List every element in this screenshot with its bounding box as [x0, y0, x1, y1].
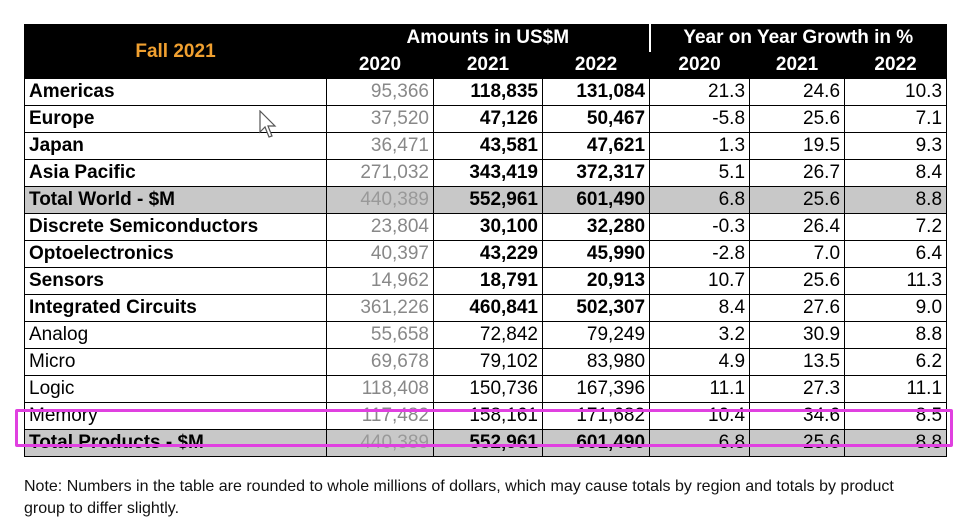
growth-cell: 6.8	[650, 430, 750, 457]
growth-cell: 6.2	[845, 349, 947, 376]
table-row	[25, 376, 947, 403]
amount-cell: 601,490	[543, 187, 650, 214]
table-row	[25, 349, 947, 376]
growth-cell: 11.1	[845, 376, 947, 403]
amounts-group-header: Amounts in US$M	[327, 25, 650, 52]
growth-cell: 8.4	[845, 160, 947, 187]
amount-cell: 552,961	[434, 430, 543, 457]
growth-cell: 10.3	[845, 79, 947, 106]
table-body	[25, 79, 947, 457]
growth-cell: 25.6	[750, 106, 845, 133]
amount-cell: 50,467	[543, 106, 650, 133]
amount-cell: 55,658	[327, 322, 434, 349]
growth-cell: 7.0	[750, 241, 845, 268]
amount-cell: 79,249	[543, 322, 650, 349]
row-label: Analog	[25, 322, 327, 349]
amount-cell: 117,482	[327, 403, 434, 430]
amount-cell: 32,280	[543, 214, 650, 241]
amount-cell: 131,084	[543, 79, 650, 106]
amount-cell: 45,990	[543, 241, 650, 268]
table-row	[25, 241, 947, 268]
amount-cell: 601,490	[543, 430, 650, 457]
amount-cell: 36,471	[327, 133, 434, 160]
growth-cell: 26.7	[750, 160, 845, 187]
row-label: Micro	[25, 349, 327, 376]
amount-cell: 150,736	[434, 376, 543, 403]
growth-cell: 11.3	[845, 268, 947, 295]
growth-cell: 25.6	[750, 430, 845, 457]
amount-cell: 14,962	[327, 268, 434, 295]
amount-cell: 158,161	[434, 403, 543, 430]
amount-cell: 440,389	[327, 187, 434, 214]
amount-cell: 30,100	[434, 214, 543, 241]
row-label: Discrete Semiconductors	[25, 214, 327, 241]
row-label: Optoelectronics	[25, 241, 327, 268]
table-row	[25, 106, 947, 133]
amount-cell: 271,032	[327, 160, 434, 187]
amount-cell: 20,913	[543, 268, 650, 295]
growth-cell: 21.3	[650, 79, 750, 106]
growth-cell: 8.4	[650, 295, 750, 322]
growth-cell: 6.8	[650, 187, 750, 214]
amount-year-header: 2020	[327, 52, 434, 79]
growth-cell: 19.5	[750, 133, 845, 160]
table-row	[25, 322, 947, 349]
amount-cell: 502,307	[543, 295, 650, 322]
table-row	[25, 403, 947, 430]
growth-cell: 10.7	[650, 268, 750, 295]
amount-cell: 343,419	[434, 160, 543, 187]
amount-cell: 72,842	[434, 322, 543, 349]
amount-year-header: 2022	[543, 52, 650, 79]
amount-cell: 440,389	[327, 430, 434, 457]
growth-cell: 13.5	[750, 349, 845, 376]
row-label: Asia Pacific	[25, 160, 327, 187]
row-label: Logic	[25, 376, 327, 403]
growth-cell: 6.4	[845, 241, 947, 268]
amount-cell: 47,621	[543, 133, 650, 160]
growth-cell: -2.8	[650, 241, 750, 268]
growth-cell: 8.8	[845, 430, 947, 457]
amount-cell: 43,229	[434, 241, 543, 268]
growth-cell: 8.5	[845, 403, 947, 430]
amount-cell: 79,102	[434, 349, 543, 376]
amount-cell: 18,791	[434, 268, 543, 295]
amount-cell: 361,226	[327, 295, 434, 322]
table-row	[25, 187, 947, 214]
amount-cell: 83,980	[543, 349, 650, 376]
row-label: Europe	[25, 106, 327, 133]
amount-cell: 95,366	[327, 79, 434, 106]
mouse-cursor-icon	[258, 110, 278, 140]
growth-year-header: 2022	[845, 52, 947, 79]
amount-cell: 552,961	[434, 187, 543, 214]
growth-cell: 4.9	[650, 349, 750, 376]
growth-cell: 30.9	[750, 322, 845, 349]
table-row	[25, 295, 947, 322]
row-label: Americas	[25, 79, 327, 106]
growth-cell: 27.3	[750, 376, 845, 403]
growth-year-header: 2021	[750, 52, 845, 79]
table-note: Note: Numbers in the table are rounded to whole millions of dollars, which may cause totals by region and totals by product group to differ slightly.	[24, 478, 894, 517]
amount-year-header: 2021	[434, 52, 543, 79]
row-label: Total Products - $M	[25, 430, 327, 457]
amount-cell: 171,682	[543, 403, 650, 430]
table-title: Fall 2021	[25, 25, 327, 79]
amount-cell: 23,804	[327, 214, 434, 241]
growth-group-header: Year on Year Growth in %	[650, 25, 947, 52]
growth-year-header: 2020	[650, 52, 750, 79]
row-label: Memory	[25, 403, 327, 430]
amount-cell: 118,835	[434, 79, 543, 106]
growth-cell: 10.4	[650, 403, 750, 430]
growth-cell: 25.6	[750, 268, 845, 295]
growth-cell: 1.3	[650, 133, 750, 160]
amount-cell: 43,581	[434, 133, 543, 160]
row-label: Integrated Circuits	[25, 295, 327, 322]
table-row	[25, 79, 947, 106]
growth-cell: 8.8	[845, 187, 947, 214]
amount-cell: 167,396	[543, 376, 650, 403]
amount-cell: 118,408	[327, 376, 434, 403]
amount-cell: 460,841	[434, 295, 543, 322]
growth-cell: 25.6	[750, 187, 845, 214]
row-label: Sensors	[25, 268, 327, 295]
growth-cell: 11.1	[650, 376, 750, 403]
growth-cell: -0.3	[650, 214, 750, 241]
semiconductor-table	[24, 24, 947, 457]
row-label: Japan	[25, 133, 327, 160]
growth-cell: 26.4	[750, 214, 845, 241]
growth-cell: 9.3	[845, 133, 947, 160]
row-label: Total World - $M	[25, 187, 327, 214]
amount-cell: 372,317	[543, 160, 650, 187]
amount-cell: 69,678	[327, 349, 434, 376]
growth-cell: 3.2	[650, 322, 750, 349]
table-row	[25, 160, 947, 187]
growth-cell: 27.6	[750, 295, 845, 322]
growth-cell: 9.0	[845, 295, 947, 322]
growth-cell: 8.8	[845, 322, 947, 349]
amount-cell: 47,126	[434, 106, 543, 133]
table-row	[25, 214, 947, 241]
growth-cell: 7.1	[845, 106, 947, 133]
growth-cell: 5.1	[650, 160, 750, 187]
growth-cell: 34.6	[750, 403, 845, 430]
growth-cell: 7.2	[845, 214, 947, 241]
growth-cell: -5.8	[650, 106, 750, 133]
table-row	[25, 268, 947, 295]
amount-cell: 40,397	[327, 241, 434, 268]
growth-cell: 24.6	[750, 79, 845, 106]
amount-cell: 37,520	[327, 106, 434, 133]
table-row	[25, 133, 947, 160]
table-row	[25, 430, 947, 457]
